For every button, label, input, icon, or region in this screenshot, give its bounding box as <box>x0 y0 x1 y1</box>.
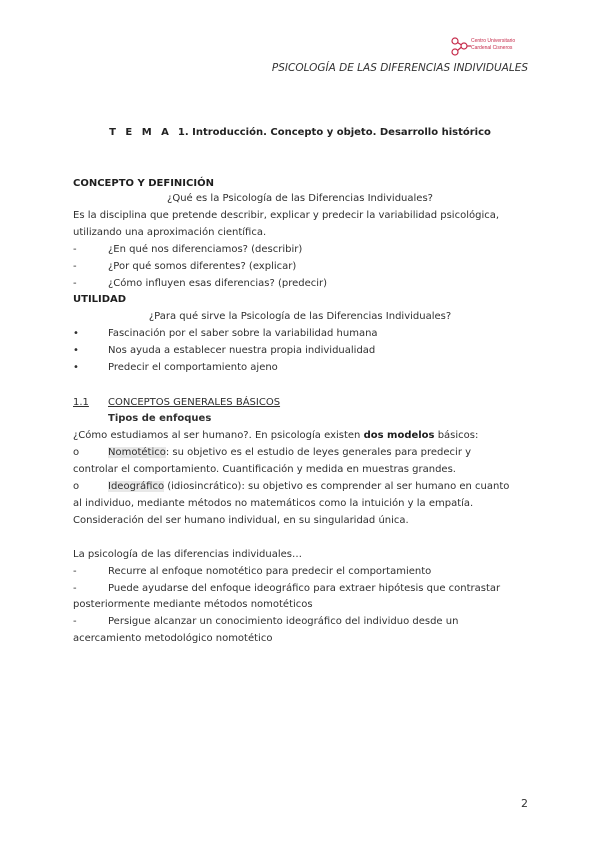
list-marker: o <box>73 447 80 458</box>
conclusion-item: Recurre al enfoque nomotético para predecir el comportamiento <box>108 566 432 577</box>
conclusion-item: Puede ayudarse del enfoque ideográfico para extraer hipótesis que contrastar <box>108 583 501 594</box>
concepto-question: ¿Qué es la Psicología de las Diferencias Individuales? <box>167 193 433 204</box>
logo-line: Cardenal Cisneros <box>471 45 513 51</box>
section-title: CONCEPTOS GENERALES BÁSICOS <box>108 397 281 408</box>
ideografico-line <box>108 480 509 494</box>
list-item: Fascinación por el saber sobre la variabilidad humana <box>108 328 378 339</box>
header-title: PSICOLOGÍA DE LAS DIFERENCIAS INDIVIDUALES <box>271 62 528 74</box>
nomotetico-line2: controlar el comportamiento. Cuantificación y medida en muestras grandes. <box>73 464 456 475</box>
bullet-marker: • <box>73 328 79 339</box>
section-heading-concepto: CONCEPTO Y DEFINICIÓN <box>73 178 214 189</box>
tema-title <box>0 127 600 138</box>
nomotetico-line <box>108 446 471 460</box>
page-number: 2 <box>521 797 528 810</box>
list-marker: - <box>73 244 77 255</box>
ideografico-line3: Consideración del ser humano individual, en su singularidad única. <box>73 515 409 526</box>
tema-text: 1. Introducción. Concepto y objeto. Desarrollo histórico <box>177 127 491 138</box>
term-ideografico: Ideográfico <box>108 481 165 492</box>
conclusion-item-cont: acercamiento metodológico nomotético <box>73 633 273 644</box>
utilidad-question: ¿Para qué sirve la Psicología de las Diferencias Individuales? <box>148 311 452 322</box>
intro-text-end: básicos: <box>434 430 479 441</box>
bullet-marker: • <box>73 345 79 356</box>
intro-bold: dos modelos <box>363 430 435 441</box>
list-item: ¿En qué nos diferenciamos? (describir) <box>108 244 303 255</box>
nomotetico-desc: : su objetivo es el estudio de leyes generales para predecir y <box>165 447 472 458</box>
list-item: ¿Por qué somos diferentes? (explicar) <box>108 261 297 272</box>
definition-line: utilizando una aproximación científica. <box>73 227 267 238</box>
subheading-tipos: Tipos de enfoques <box>108 413 212 424</box>
list-marker: - <box>73 583 77 594</box>
term-nomotetico: Nomotético <box>108 447 166 458</box>
list-marker: - <box>73 278 77 289</box>
intro-text: ¿Cómo estudiamos al ser humano?. En psicología existen <box>73 430 364 441</box>
tema-label: T E M A <box>109 127 172 138</box>
section-number: 1.1 <box>73 397 89 408</box>
list-marker: - <box>73 566 77 577</box>
list-marker: - <box>73 616 77 627</box>
intro-paragraph <box>73 429 478 443</box>
list-item: Nos ayuda a establecer nuestra propia individualidad <box>108 345 376 356</box>
conclusion-item-cont: posteriormente mediante métodos nomotéticos <box>73 599 313 610</box>
conclusion-item: Persigue alcanzar un conocimiento ideográfico del individuo desde un <box>108 616 459 627</box>
logo-line: Centro Universitario <box>471 38 516 44</box>
logo-mark-icon <box>449 35 471 57</box>
ideografico-line2: al individuo, mediante métodos no matemáticos como la intuición y la empatía. <box>73 498 474 509</box>
list-item: Predecir el comportamiento ajeno <box>108 362 278 373</box>
institution-logo <box>449 35 529 57</box>
bullet-marker: • <box>73 362 79 373</box>
conclusion-intro: La psicología de las diferencias individuales… <box>73 549 302 560</box>
section-heading-utilidad: UTILIDAD <box>73 294 127 305</box>
logo-text <box>471 38 515 52</box>
list-item: ¿Cómo influyen esas diferencias? (predecir) <box>108 278 328 289</box>
list-marker: o <box>73 481 80 492</box>
definition-line: Es la disciplina que pretende describir, explicar y predecir la variabilidad psicológica, <box>73 210 500 221</box>
list-marker: - <box>73 261 77 272</box>
ideografico-desc: (idiosincrático): su objetivo es comprender al ser humano en cuanto <box>164 481 510 492</box>
